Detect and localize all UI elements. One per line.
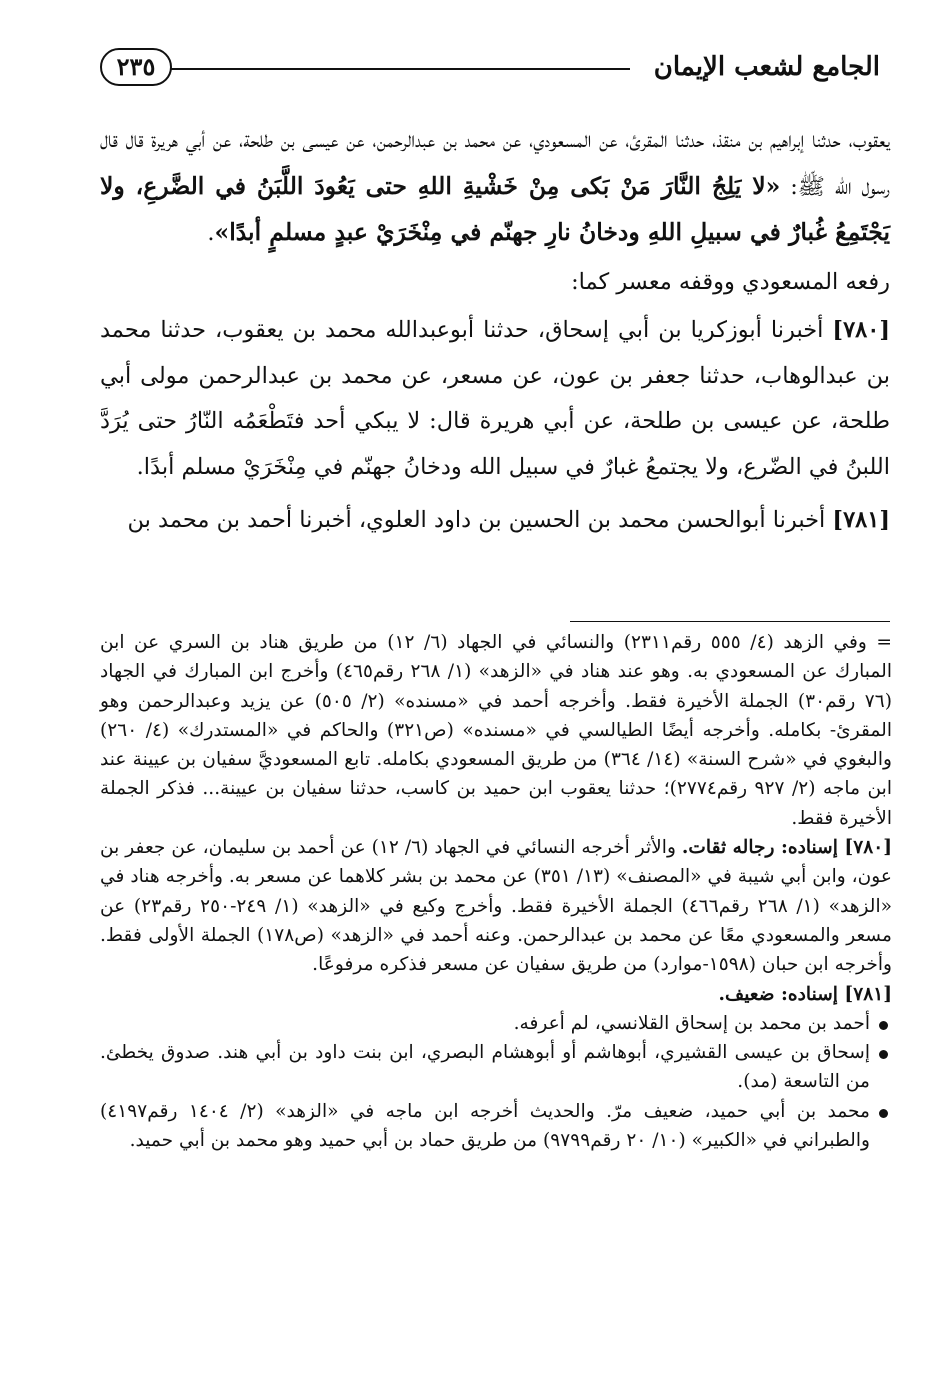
header-rule: [170, 68, 630, 70]
main-text: [100, 118, 890, 544]
paragraph-end: .: [207, 220, 215, 246]
hadith-text: «لا يَلِجُ النَّارَ مَنْ بَكى مِنْ خَشْيةِ اللهِ حتى يَعُودَ اللَّبَنُ في الضَّرعِ، ولا يَجْتَمِعُ غُبارٌ في سبيلِ اللهِ ودخانُ نارِ جهنّم في مِنْخَرَيْ عبدٍ مسلمٍ أبدًا»: [100, 171, 890, 246]
footnote-780: [100, 833, 892, 979]
list-item: إسحاق بن عيسى القشيري، أبوهاشم أو أبوهشام البصري، ابن بنت داود بن أبي هند. صدوق يخطئ. من التاسعة (مد).: [100, 1038, 892, 1097]
paragraph-note: رفعه المسعودي ووقفه معسر كما:: [571, 268, 890, 295]
paragraph-780-text: أخبرنا أبوزكريا بن أبي إسحاق، حدثنا أبوعبدالله محمد بن يعقوب، حدثنا محمد بن عبدالوهاب، حدثنا جعفر بن عون، عن مسعر، عن محمد بن عبدالرحمن مولى أبي طلحة، عن عيسى بن طلحة، عن أبي هريرة قال: لا يبكي أحد فتَطْعَمُه النّارُ حتى يُرَدَّ اللبنُ في الضّرع، ولا يجتمعُ غبارٌ في سبيل الله ودخانُ جهنّم في مِنْخَرَيْ مسلم أبدًا.: [100, 317, 890, 480]
list-item: محمد بن أبي حميد، ضعيف مرّ. والحديث أخرجه ابن ماجه في «الزهد» (٢/ ١٤٠٤ رقم٤١٩٧) والطبراني في «الكبير» (١٠/ ٢٠ رقم٩٧٩٩) من طريق حماد بن أبي حميد وهو محمد بن أبي حميد.: [100, 1097, 892, 1156]
footnote-781-heading: [٧٨١] إسناده: ضعيف.: [718, 983, 892, 1005]
paragraph-781: [100, 498, 890, 544]
list-item: أحمد بن محمد بن إسحاق القلانسي، لم أعرفه.: [100, 1009, 892, 1038]
footnote-continuation: = وفي الزهد (٤/ ٥٥٥ رقم٢٣١١) والنسائي في الجهاد (٦/ ١٢) من طريق هناد بن السري عن ابن المبارك عن المسعودي به. وهو عند هناد في «الزهد» (١/ ٢٦٨ رقم٤٦٥) وأخرج ابن المبارك في الجهاد (٧٦ رقم٣٠) الجملة الأخيرة فقط. وأخرجه أحمد في «مسنده» (٢/ ٥٠٥) عن يزيد وعبدالرحمن وهو المقرئ- بكامله. وأخرجه أيضًا الطيالسي في «مسنده» (ص٣٢١) والحاكم في «المستدرك» (٤/ ٢٦٠) والبغوي في «شرح السنة» (١٤/ ٣٦٤) من طريق المسعودي بكامله. تابع المسعوديَّ سفيان بن عيينة عند ابن ماجه (٢/ ٩٢٧ رقم٢٧٧٤)؛ حدثنا يعقوب ابن حميد بن كاسب، حدثنا سفيان بن عيينة... فذكر الجملة الأخيرة فقط.: [100, 632, 893, 829]
page-header: [100, 44, 880, 90]
footnote-781-label: [100, 980, 892, 1009]
footnote-780-text: والأثر أخرجه النسائي في الجهاد (٦/ ١٢) عن أحمد بن سليمان، عن جعفر بن عون، وابن أبي شيبة في «المصنف» (١٣/ ٣٥١) عن محمد بن بشر كلاهما عن مسعر به. وأخرجه هناد في «الزهد» (١/ ٢٦٨ رقم٤٦٦) الجملة الأخيرة فقط. وأخرج وكيع في «الزهد» (١/ ٢٤٩-٢٥٠ رقم٢٣) عن مسعر والمسعودي معًا عن محمد بن عبدالرحمن. وعنه أحمد في «الزهد» (ص١٧٨) الجملة الأولى فقط. وأخرجه ابن حبان (١٥٩٨-موارد) من طريق سفيان عن مسعر فذكره مرفوعًا.: [100, 837, 893, 976]
page-number: ٢٣٥: [100, 48, 172, 86]
hadith-number-781: [٧٨١]: [832, 507, 890, 533]
paragraph-hadith: [100, 118, 890, 257]
footnotes: [100, 628, 892, 1155]
hadith-number-780: [٧٨٠]: [832, 317, 890, 343]
running-title: الجامع لشعب الإيمان: [653, 52, 880, 82]
paragraph-781-text: أخبرنا أبوالحسن محمد بن الحسين بن داود العلوي، أخبرنا أحمد بن محمد بن: [127, 507, 826, 533]
isnad-text: يعقوب، حدثنا إبراهيم بن منقذ، حدثنا المقرئ، عن المسعودي، عن محمد بن عبدالرحمن، عن عيسى بن طلحة، عن أبي هريرة قال قال رسول الله ﷺ:: [100, 127, 890, 200]
footnote-780-label: [٧٨٠] إسناده: رجاله ثقات.: [681, 837, 893, 859]
paragraph-780: [100, 308, 890, 490]
narrator-list: [100, 1009, 892, 1155]
footnote-separator: [570, 621, 890, 622]
